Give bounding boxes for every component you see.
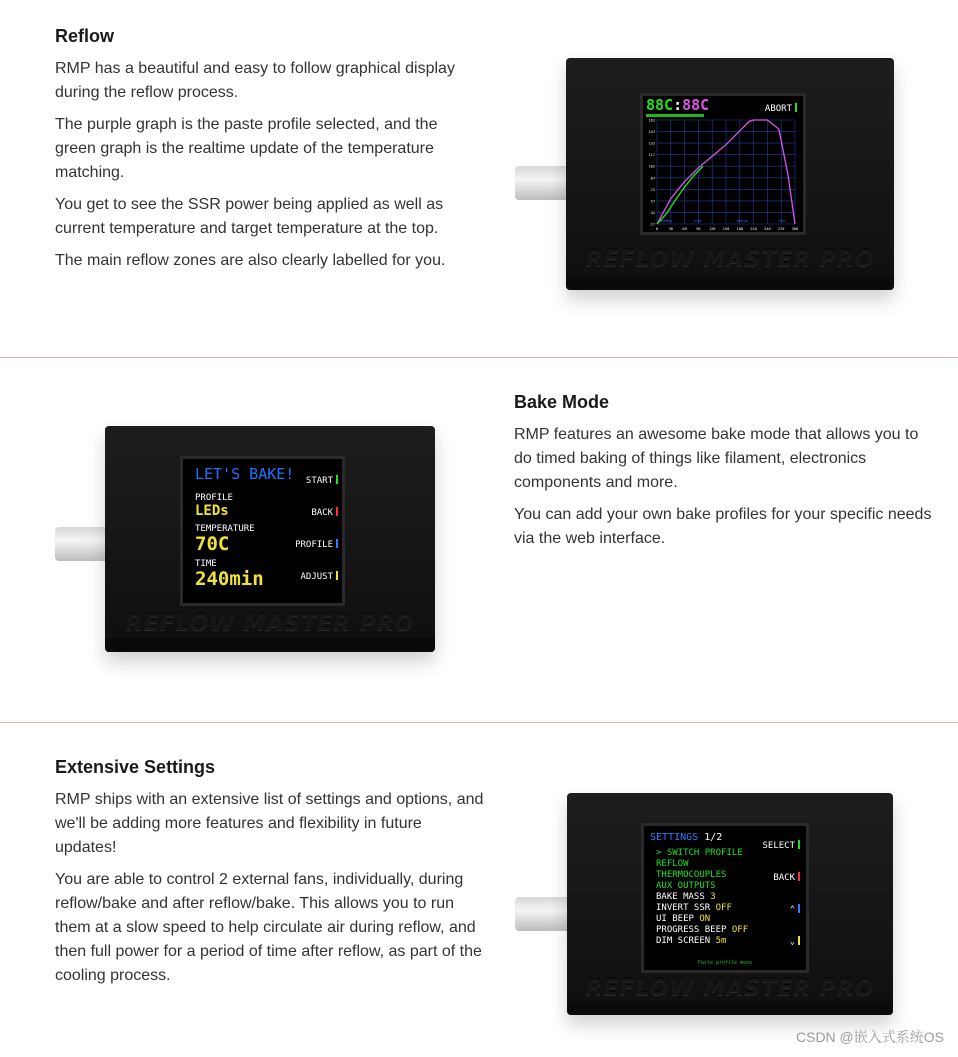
settings-text — [55, 757, 485, 996]
x-tick-label: 300 — [791, 227, 799, 231]
section-divider — [0, 722, 958, 723]
zone-label: PREHEAT — [659, 219, 673, 223]
device-case — [566, 58, 894, 290]
time-value: 240min — [195, 568, 264, 590]
settings-device-photo — [513, 757, 923, 1037]
usb-cable — [515, 166, 573, 200]
y-tick-label: 117 — [648, 153, 655, 158]
select-button[interactable]: SELECT — [762, 840, 800, 851]
device-case — [105, 426, 435, 652]
x-tick-label: 90 — [696, 227, 701, 231]
device-brand: REFLOW MASTER PRO — [125, 611, 415, 636]
x-tick-label: 180 — [736, 227, 744, 231]
usb-cable — [515, 897, 575, 931]
x-tick-label: 60 — [682, 227, 687, 231]
section-divider — [0, 357, 958, 358]
settings-paragraph: RMP ships with an extensive list of settings and options, and we'll be adding more features and flexibility in future updates! — [55, 791, 484, 856]
device-brand: REFLOW MASTER PRO — [585, 976, 875, 1001]
y-tick-label: 42 — [650, 210, 655, 215]
start-button[interactable]: START — [306, 475, 338, 486]
temperature-value: 70C — [195, 533, 230, 555]
y-tick-label: 162 — [648, 118, 655, 123]
settings-menu-item[interactable]: DIM SCREEN 5m — [656, 936, 727, 946]
bake-heading: Bake Mode — [514, 392, 610, 412]
bake-screen — [180, 456, 345, 606]
settings-screen — [641, 823, 809, 973]
x-tick-label: 240 — [764, 227, 771, 231]
bake-title: LET'S BAKE! — [195, 465, 295, 483]
profile-label: PROFILE — [195, 493, 233, 503]
x-tick-label: 270 — [777, 227, 785, 231]
settings-title: SETTINGS 1/2 — [650, 832, 723, 843]
bake-device-photo — [55, 392, 450, 664]
reflow-text — [55, 26, 465, 281]
back-button[interactable]: BACK — [311, 507, 338, 518]
y-tick-label: 132 — [648, 141, 655, 146]
down-button[interactable] — [790, 936, 800, 947]
watermark: CSDN @嵌入式系统OS — [796, 1029, 944, 1045]
bake-paragraph: You can add your own bake profiles for your specific needs via the web interface. — [514, 506, 932, 547]
reflow-paragraph: The main reflow zones are also clearly labelled for you. — [55, 252, 446, 269]
temperature-readout: 88C:88C — [646, 96, 710, 114]
profile-value: LEDs — [195, 503, 229, 519]
bake-text — [514, 392, 939, 559]
adjust-button[interactable]: ADJUST — [300, 571, 338, 582]
current-temperature-line — [657, 166, 703, 224]
reflow-screen — [640, 93, 806, 235]
zone-label: SOAK — [694, 219, 702, 223]
y-tick-label: 27 — [650, 222, 655, 227]
settings-paragraph: You are able to control 2 external fans, individually, during reflow/bake and after reflow/bake. This allows you to run them at a slow speed to help circulate air during reflow, and then full power for a period of time after reflow, as part of the cooling process. — [55, 871, 482, 984]
settings-menu-item[interactable]: PROGRESS BEEP OFF — [656, 925, 749, 935]
chevron-down-icon: ⌄ — [789, 937, 795, 947]
abort-button[interactable]: ABORT — [765, 103, 797, 114]
y-tick-label: 72 — [650, 187, 655, 192]
x-tick-label: 210 — [750, 227, 757, 231]
y-tick-label: 57 — [650, 199, 655, 204]
x-tick-label: 120 — [708, 227, 716, 231]
y-tick-label: 147 — [648, 130, 655, 135]
current-temp: 88C — [646, 96, 674, 114]
x-tick-label: 0 — [655, 227, 659, 231]
reflow-heading: Reflow — [55, 26, 115, 46]
x-tick-label: 30 — [668, 227, 673, 231]
x-tick-label: 150 — [722, 227, 730, 231]
settings-menu-item[interactable]: > SWITCH PROFILE — [656, 848, 743, 858]
settings-menu-item[interactable]: UI BEEP ON — [656, 914, 711, 924]
y-tick-label: 87 — [650, 176, 655, 181]
y-tick-label: 102 — [648, 164, 655, 169]
reflow-device-photo — [513, 28, 923, 300]
settings-menu-item[interactable]: BAKE MASS 3 — [656, 892, 716, 902]
zone-label: REFLOW — [737, 219, 748, 223]
reflow-graph — [643, 114, 803, 234]
device-case — [567, 793, 893, 1015]
settings-menu-item[interactable]: INVERT SSR OFF — [656, 903, 732, 913]
settings-menu-item[interactable]: THERMOCOUPLES — [656, 870, 727, 880]
settings-footer: Paste profile menu — [697, 960, 753, 966]
time-label: TIME — [195, 559, 217, 569]
settings-page: 1/2 — [704, 832, 723, 843]
reflow-paragraph: The purple graph is the paste profile selected, and the green graph is the realtime update of the temperature matching. — [55, 116, 438, 181]
settings-menu-item[interactable]: AUX OUTPUTS — [656, 881, 716, 891]
chevron-up-icon: ⌃ — [789, 905, 795, 915]
zone-label: COOL — [778, 219, 786, 223]
bake-paragraph: RMP features an awesome bake mode that allows you to do timed baking of things like filament, electronics components and more. — [514, 426, 919, 491]
settings-menu-item[interactable]: REFLOW — [656, 859, 689, 869]
reflow-paragraph: You get to see the SSR power being applied as well as current temperature and target temperature at the top. — [55, 196, 444, 237]
temperature-label: TEMPERATURE — [195, 524, 255, 534]
target-temp: 88C — [682, 96, 710, 114]
settings-heading: Extensive Settings — [55, 757, 216, 777]
reflow-paragraph: RMP has a beautiful and easy to follow graphical display during the reflow process. — [55, 60, 455, 101]
back-button[interactable]: BACK — [773, 872, 800, 883]
profile-button[interactable]: PROFILE — [295, 539, 338, 550]
up-button[interactable] — [790, 904, 800, 915]
device-brand: REFLOW MASTER PRO — [585, 247, 875, 272]
